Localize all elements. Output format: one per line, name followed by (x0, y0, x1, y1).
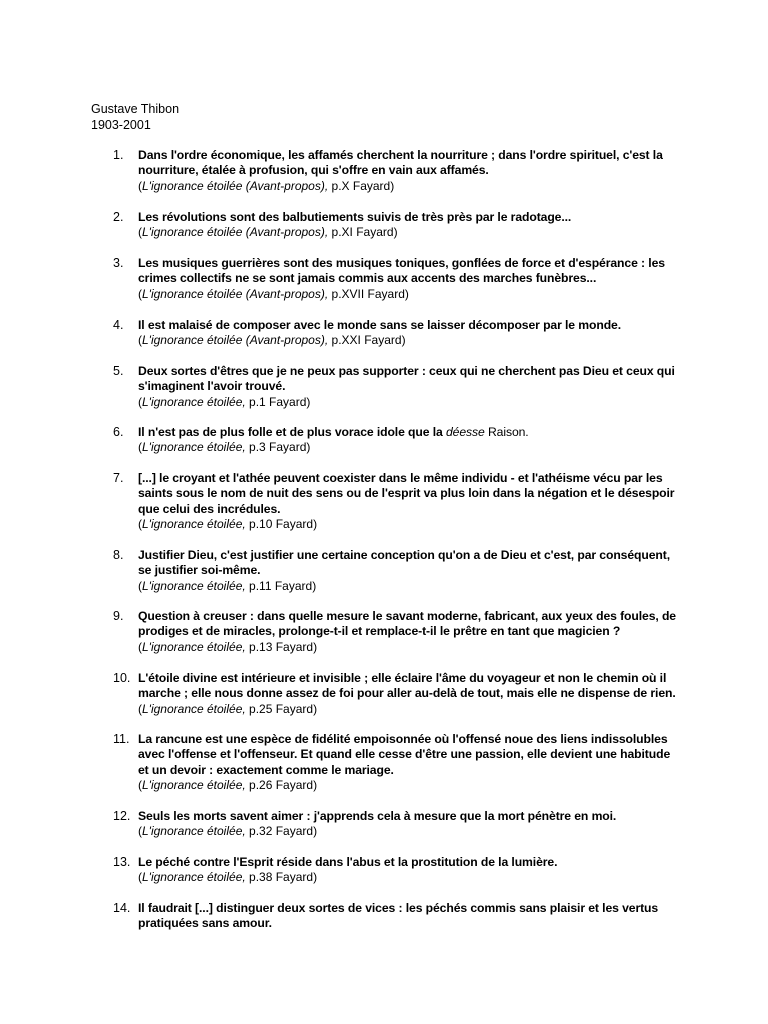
author-years: 1903-2001 (91, 118, 151, 132)
quote-number: 10. (113, 671, 131, 685)
book-title: L'ignorance étoilée (Avant-propos), (142, 178, 329, 193)
page-ref: p.13 Fayard (245, 639, 314, 654)
quote-text: Les musiques guerrières sont des musiques toniques, gonflées de force et d'espérance : les crimes collectifs ne se sont jamais commis aux accents des marches funèbres... (138, 256, 665, 286)
book-title: L'ignorance étoilée, (142, 516, 246, 531)
quote-number: 13. (113, 855, 131, 869)
book-title: L'ignorance étoilée, (142, 777, 246, 792)
page-ref: p.XXI Fayard (328, 333, 402, 348)
quote-reference: (L'ignorance étoilée, p.3 Fayard) (138, 440, 311, 455)
book-title: L'ignorance étoilée, (142, 440, 246, 455)
quote-number: 9. (113, 609, 124, 623)
quote-number: 11. (113, 732, 130, 746)
quote-reference: (L'ignorance étoilée (Avant-propos), p.X Fayard) (138, 178, 395, 193)
quote-number: 4. (113, 318, 124, 332)
quote-text: Les révolutions sont des balbutiements suivis de très près par le radotage... (138, 210, 572, 224)
quote-item (113, 256, 683, 302)
quote-reference: (L'ignorance étoilée, p.32 Fayard) (138, 824, 318, 839)
page-ref: p.X Fayard (328, 178, 391, 193)
quote-reference: (L'ignorance étoilée (Avant-propos), p.XI Fayard) (138, 225, 398, 240)
book-title: L'ignorance étoilée, (142, 394, 246, 409)
quote-number: 7. (113, 471, 124, 485)
quote-reference: (L'ignorance étoilée, p.10 Fayard) (138, 516, 318, 531)
quote-item (113, 901, 683, 932)
author-name: Gustave Thibon (91, 102, 180, 116)
page-ref: p.26 Fayard (245, 777, 314, 792)
quote-number: 6. (113, 425, 124, 439)
quote-text: Il faudrait [...] distinguer deux sortes de vices : les péchés commis sans plaisir et les vertus pratiquées sans amour. (138, 901, 659, 931)
quote-number: 14. (113, 901, 131, 915)
page-ref: p.38 Fayard (245, 870, 314, 885)
quote-item (113, 318, 683, 348)
quote-number: 12. (113, 809, 131, 823)
quote-item (113, 148, 683, 194)
quote-item (113, 548, 683, 594)
quote-item (113, 364, 683, 410)
quote-text-part: Il n'est pas de plus folle et de plus vorace idole que la (138, 425, 446, 439)
page-ref: p.32 Fayard (245, 824, 314, 839)
page-ref: p.XI Fayard (328, 225, 394, 240)
quote-reference: (L'ignorance étoilée (Avant-propos), p.XVII Fayard) (138, 286, 409, 301)
quote-text: L'étoile divine est intérieure et invisible ; elle éclaire l'âme du voyageur et non le chemin où il marche ; elle nous donne assez de foi pour aller au-delà de tout, mais elle ne dispense de rien. (138, 671, 676, 701)
quote-item (113, 809, 683, 839)
page-ref: p.11 Fayard (245, 578, 313, 593)
quote-text: [...] le croyant et l'athée peuvent coexister dans le même individu - et l'athéisme vécu par les saints sous le nom de nuit des sens ou de l'esprit va plus loin dans la négation et le désespoir que celui des incrédules. (138, 471, 675, 516)
quote-item (113, 609, 683, 655)
quote-reference: (L'ignorance étoilée, p.26 Fayard) (138, 777, 318, 792)
quote-number: 5. (113, 364, 124, 378)
book-title: L'ignorance étoilée (Avant-propos), (142, 286, 329, 301)
quote-reference: (L'ignorance étoilée, p.38 Fayard) (138, 870, 318, 885)
quote-item (113, 471, 683, 532)
page-ref: p.1 Fayard (245, 394, 307, 409)
page-ref: p.25 Fayard (245, 701, 314, 716)
quote-reference: (L'ignorance étoilée, p.13 Fayard) (138, 639, 318, 654)
quote-text: Dans l'ordre économique, les affamés cherchent la nourriture ; dans l'ordre spirituel, c'est la nourriture, étalée à profusion, qui s'offre en vain aux affamés. (138, 148, 663, 178)
quote-item (113, 855, 683, 885)
quote-text: Seuls les morts savent aimer : j'apprends cela à mesure que la mort pénètre en moi. (138, 809, 617, 823)
quote-item (113, 732, 683, 793)
quote-number: 8. (113, 548, 124, 562)
quote-item (113, 210, 683, 240)
book-title: L'ignorance étoilée, (142, 639, 246, 654)
quote-item (113, 671, 683, 717)
quote-reference: (L'ignorance étoilée (Avant-propos), p.XXI Fayard) (138, 333, 406, 348)
quote-text: Deux sortes d'êtres que je ne peux pas supporter : ceux qui ne cherchent pas Dieu et ceux qui s'imaginent l'avoir trouvé. (138, 364, 675, 394)
book-title: L'ignorance étoilée, (142, 824, 246, 839)
book-title: L'ignorance étoilée (Avant-propos), (142, 225, 329, 240)
quote-text-emphasis: déesse (445, 425, 485, 439)
page-ref: p.10 Fayard (245, 516, 314, 531)
quote-text-part: Raison. (484, 425, 529, 439)
quote-text (138, 425, 683, 440)
quote-number: 2. (113, 210, 124, 224)
book-title: L'ignorance étoilée, (142, 870, 246, 885)
quote-reference: (L'ignorance étoilée, p.25 Fayard) (138, 701, 318, 716)
page-ref: p.XVII Fayard (328, 286, 405, 301)
quote-number: 1. (113, 148, 124, 162)
quote-text: Question à creuser : dans quelle mesure le savant moderne, fabricant, aux yeux des foules, de prodiges et de miracles, prolonge-t-il et remplace-t-il le prêtre en tant que magicien ? (138, 609, 676, 639)
quote-text: Il est malaisé de composer avec le monde sans se laisser décomposer par le monde. (138, 318, 622, 332)
book-title: L'ignorance étoilée, (142, 578, 246, 593)
quote-reference: (L'ignorance étoilée, p.11 Fayard) (138, 578, 317, 593)
quote-text: La rancune est une espèce de fidélité empoisonnée où l'offensé noue des liens indissolubles avec l'offense et l'offenseur. Et quand elle cesse d'être une passion, elle devient une habitude et un devoir : exactement comme le mariage. (138, 732, 671, 777)
page-ref: p.3 Fayard (245, 440, 307, 455)
book-title: L'ignorance étoilée (Avant-propos), (142, 333, 329, 348)
book-title: L'ignorance étoilée, (142, 701, 246, 716)
quote-text: Justifier Dieu, c'est justifier une certaine conception qu'on a de Dieu et c'est, par conséquent, se justifier soi-même. (138, 548, 670, 578)
quote-item (113, 425, 683, 455)
quote-number: 3. (113, 256, 124, 270)
quote-text: Le péché contre l'Esprit réside dans l'abus et la prostitution de la lumière. (138, 855, 558, 869)
quote-reference: (L'ignorance étoilée, p.1 Fayard) (138, 394, 311, 409)
